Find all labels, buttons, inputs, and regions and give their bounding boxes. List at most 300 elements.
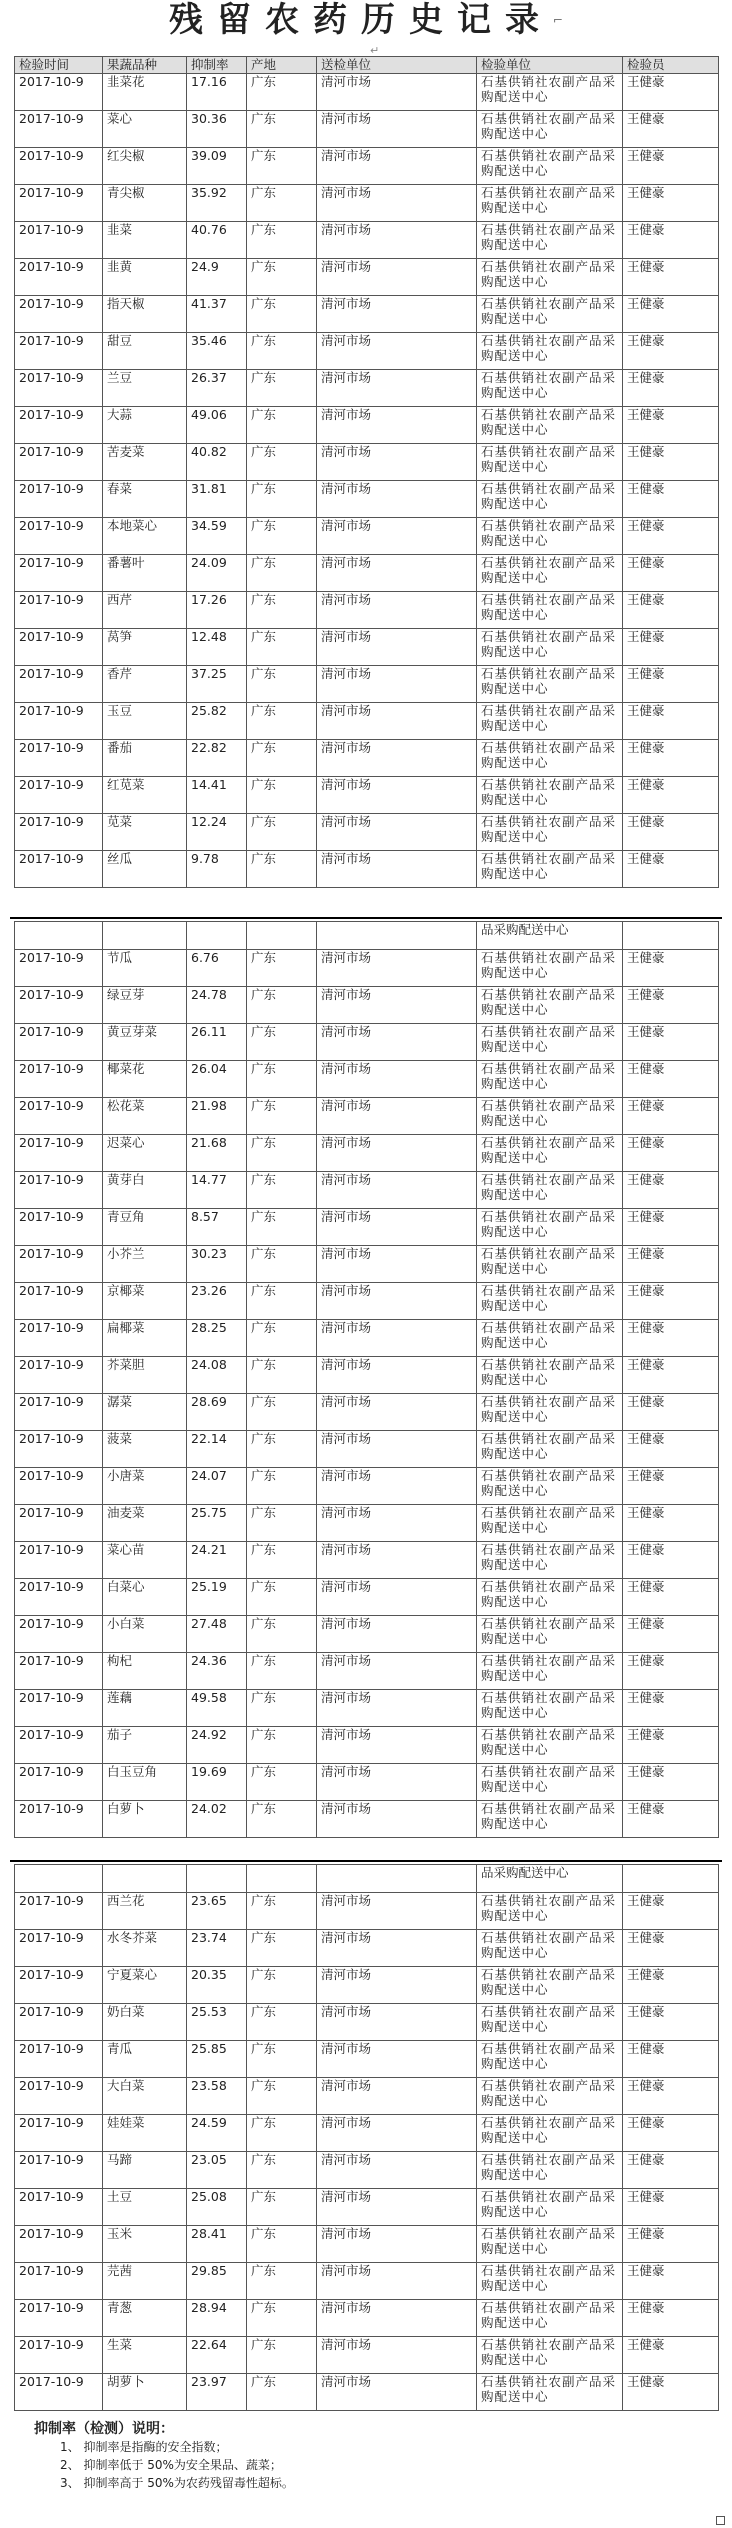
inspector-cell: 王健豪: [623, 2300, 719, 2337]
origin-cell: 广东: [247, 1061, 317, 1098]
header-lab: 检验单位: [477, 57, 623, 74]
date-cell: 2017-10-9: [15, 444, 103, 481]
produce-cell: 椰菜花: [103, 1061, 187, 1098]
inspector-cell: 王健豪: [623, 259, 719, 296]
date-cell: 2017-10-9: [15, 1024, 103, 1061]
inspector-cell: 王健豪: [623, 1764, 719, 1801]
produce-cell: 兰豆: [103, 370, 187, 407]
table-row: [15, 1505, 719, 1542]
produce-cell: 甜豆: [103, 333, 187, 370]
origin-cell: 广东: [247, 518, 317, 555]
sender-cell: 清河市场: [317, 1764, 477, 1801]
empty-cell: [317, 922, 477, 950]
table-row: [15, 1727, 719, 1764]
sender-cell: 清河市场: [317, 592, 477, 629]
rate-cell: 25.82: [187, 703, 247, 740]
sender-cell: 清河市场: [317, 2041, 477, 2078]
origin-cell: 广东: [247, 2374, 317, 2411]
note-item: 3、 抑制率高于 50%为农药残留毒性超标。: [60, 2476, 294, 2490]
origin-cell: 广东: [247, 2189, 317, 2226]
sender-cell: 清河市场: [317, 518, 477, 555]
sender-cell: 清河市场: [317, 2004, 477, 2041]
date-cell: 2017-10-9: [15, 950, 103, 987]
lab-cell: 石基供销社农副产品采购配送中心: [477, 2189, 623, 2226]
sender-cell: 清河市场: [317, 2226, 477, 2263]
table-row: [15, 1967, 719, 2004]
origin-cell: 广东: [247, 2041, 317, 2078]
inspector-cell: 王健豪: [623, 592, 719, 629]
sender-cell: 清河市场: [317, 1967, 477, 2004]
lab-cell: 石基供销社农副产品采购配送中心: [477, 1209, 623, 1246]
table-row: [15, 1357, 719, 1394]
rate-cell: 28.41: [187, 2226, 247, 2263]
rate-cell: 12.48: [187, 629, 247, 666]
sender-cell: 清河市场: [317, 74, 477, 111]
date-cell: 2017-10-9: [15, 1579, 103, 1616]
header-inspector: 检验员: [623, 57, 719, 74]
lab-cell: 石基供销社农副产品采购配送中心: [477, 1394, 623, 1431]
sender-cell: 清河市场: [317, 703, 477, 740]
rate-cell: 30.36: [187, 111, 247, 148]
table-section-1: [14, 56, 718, 888]
inspector-cell: 王健豪: [623, 370, 719, 407]
sender-cell: 清河市场: [317, 1653, 477, 1690]
page-break-line: [10, 1860, 722, 1862]
sender-cell: 清河市场: [317, 185, 477, 222]
rate-cell: 14.41: [187, 777, 247, 814]
sender-cell: 清河市场: [317, 222, 477, 259]
rate-cell: 23.26: [187, 1283, 247, 1320]
inspector-cell: 王健豪: [623, 1283, 719, 1320]
empty-cell: [187, 922, 247, 950]
origin-cell: 广东: [247, 555, 317, 592]
rate-cell: 24.36: [187, 1653, 247, 1690]
sender-cell: 清河市场: [317, 555, 477, 592]
produce-cell: 潺菜: [103, 1394, 187, 1431]
sender-cell: 清河市场: [317, 1246, 477, 1283]
table-row: [15, 296, 719, 333]
date-cell: 2017-10-9: [15, 1320, 103, 1357]
lab-cell: 石基供销社农副产品采购配送中心: [477, 1579, 623, 1616]
sender-cell: 清河市场: [317, 1727, 477, 1764]
sender-cell: 清河市场: [317, 666, 477, 703]
origin-cell: 广东: [247, 185, 317, 222]
table-row: [15, 481, 719, 518]
inspector-cell: 王健豪: [623, 1579, 719, 1616]
date-cell: 2017-10-9: [15, 1505, 103, 1542]
date-cell: 2017-10-9: [15, 987, 103, 1024]
rate-cell: 23.65: [187, 1893, 247, 1930]
table-row: [15, 148, 719, 185]
origin-cell: 广东: [247, 1357, 317, 1394]
produce-cell: 指天椒: [103, 296, 187, 333]
sender-cell: 清河市场: [317, 148, 477, 185]
produce-cell: 菜心: [103, 111, 187, 148]
rate-cell: 26.04: [187, 1061, 247, 1098]
inspector-cell: 王健豪: [623, 148, 719, 185]
inspector-cell: 王健豪: [623, 2004, 719, 2041]
rate-cell: 25.08: [187, 2189, 247, 2226]
rate-cell: 28.69: [187, 1394, 247, 1431]
table-row: [15, 2004, 719, 2041]
sender-cell: 清河市场: [317, 333, 477, 370]
inspector-cell: 王健豪: [623, 481, 719, 518]
inspector-cell: 王健豪: [623, 1727, 719, 1764]
rate-cell: 12.24: [187, 814, 247, 851]
produce-cell: 莴笋: [103, 629, 187, 666]
date-cell: 2017-10-9: [15, 1468, 103, 1505]
produce-cell: 青尖椒: [103, 185, 187, 222]
lab-cell: 石基供销社农副产品采购配送中心: [477, 1764, 623, 1801]
origin-cell: 广东: [247, 2300, 317, 2337]
date-cell: 2017-10-9: [15, 2226, 103, 2263]
date-cell: 2017-10-9: [15, 111, 103, 148]
sender-cell: 清河市场: [317, 296, 477, 333]
lab-continuation: 品采购配送中心: [477, 922, 623, 950]
origin-cell: 广东: [247, 1135, 317, 1172]
produce-cell: 松花菜: [103, 1098, 187, 1135]
produce-cell: 小唐菜: [103, 1468, 187, 1505]
origin-cell: 广东: [247, 2078, 317, 2115]
sender-cell: 清河市场: [317, 259, 477, 296]
table-row: [15, 2189, 719, 2226]
lab-cell: 石基供销社农副产品采购配送中心: [477, 1930, 623, 1967]
page-corner-mark: [716, 2516, 725, 2525]
inspector-cell: 王健豪: [623, 1468, 719, 1505]
date-cell: 2017-10-9: [15, 1246, 103, 1283]
produce-cell: 绿豆芽: [103, 987, 187, 1024]
date-cell: 2017-10-9: [15, 1098, 103, 1135]
lab-cell: 石基供销社农副产品采购配送中心: [477, 1468, 623, 1505]
lab-cell: 石基供销社农副产品采购配送中心: [477, 555, 623, 592]
date-cell: 2017-10-9: [15, 222, 103, 259]
produce-cell: 胡萝卜: [103, 2374, 187, 2411]
lab-cell: 石基供销社农副产品采购配送中心: [477, 814, 623, 851]
lab-cell: 石基供销社农副产品采购配送中心: [477, 1505, 623, 1542]
rate-cell: 17.26: [187, 592, 247, 629]
date-cell: 2017-10-9: [15, 481, 103, 518]
rate-cell: 24.92: [187, 1727, 247, 1764]
produce-cell: 韭黄: [103, 259, 187, 296]
inspector-cell: 王健豪: [623, 1024, 719, 1061]
origin-cell: 广东: [247, 666, 317, 703]
produce-cell: 水冬芥菜: [103, 1930, 187, 1967]
sender-cell: 清河市场: [317, 1135, 477, 1172]
lab-cell: 石基供销社农副产品采购配送中心: [477, 1967, 623, 2004]
inspector-cell: 王健豪: [623, 1098, 719, 1135]
empty-cell: [103, 922, 187, 950]
produce-cell: 番茄: [103, 740, 187, 777]
origin-cell: 广东: [247, 851, 317, 888]
rate-cell: 17.16: [187, 74, 247, 111]
lab-cell: 石基供销社农副产品采购配送中心: [477, 1690, 623, 1727]
origin-cell: 广东: [247, 1930, 317, 1967]
table-row: [15, 2337, 719, 2374]
table-row: [15, 185, 719, 222]
sender-cell: 清河市场: [317, 777, 477, 814]
lab-cell: 石基供销社农副产品采购配送中心: [477, 2078, 623, 2115]
rate-cell: 25.85: [187, 2041, 247, 2078]
rate-cell: 25.19: [187, 1579, 247, 1616]
table-row: [15, 1135, 719, 1172]
inspector-cell: 王健豪: [623, 2115, 719, 2152]
table-row: [15, 444, 719, 481]
table-row: [15, 2152, 719, 2189]
header-produce: 果蔬品种: [103, 57, 187, 74]
date-cell: 2017-10-9: [15, 1209, 103, 1246]
lab-cell: 石基供销社农副产品采购配送中心: [477, 1246, 623, 1283]
sender-cell: 清河市场: [317, 481, 477, 518]
inspector-cell: 王健豪: [623, 407, 719, 444]
produce-cell: 青豆角: [103, 1209, 187, 1246]
origin-cell: 广东: [247, 111, 317, 148]
sender-cell: 清河市场: [317, 2263, 477, 2300]
origin-cell: 广东: [247, 1967, 317, 2004]
inspector-cell: 王健豪: [623, 444, 719, 481]
table-row: [15, 1320, 719, 1357]
rate-cell: 23.58: [187, 2078, 247, 2115]
lab-cell: 石基供销社农副产品采购配送中心: [477, 222, 623, 259]
empty-cell: [623, 922, 719, 950]
inspector-cell: 王健豪: [623, 1431, 719, 1468]
origin-cell: 广东: [247, 1653, 317, 1690]
origin-cell: 广东: [247, 222, 317, 259]
table-row: [15, 1172, 719, 1209]
lab-cell: 石基供销社农副产品采购配送中心: [477, 2337, 623, 2374]
table-row: [15, 1616, 719, 1653]
produce-cell: 马蹄: [103, 2152, 187, 2189]
inspector-cell: 王健豪: [623, 740, 719, 777]
inspector-cell: 王健豪: [623, 1930, 719, 1967]
table-row: [15, 1690, 719, 1727]
origin-cell: 广东: [247, 444, 317, 481]
date-cell: 2017-10-9: [15, 407, 103, 444]
produce-cell: 宁夏菜心: [103, 1967, 187, 2004]
table-row: [15, 2226, 719, 2263]
inspector-cell: 王健豪: [623, 2041, 719, 2078]
origin-cell: 广东: [247, 1283, 317, 1320]
date-cell: 2017-10-9: [15, 1967, 103, 2004]
header-sender: 送检单位: [317, 57, 477, 74]
inspector-cell: 王健豪: [623, 703, 719, 740]
inspector-cell: 王健豪: [623, 1967, 719, 2004]
sender-cell: 清河市场: [317, 1209, 477, 1246]
inspector-cell: 王健豪: [623, 1542, 719, 1579]
table-row: [15, 2374, 719, 2411]
inspector-cell: 王健豪: [623, 1061, 719, 1098]
date-cell: 2017-10-9: [15, 1801, 103, 1838]
table-row: [15, 2078, 719, 2115]
origin-cell: 广东: [247, 2226, 317, 2263]
lab-cell: 石基供销社农副产品采购配送中心: [477, 2152, 623, 2189]
inspector-cell: 王健豪: [623, 851, 719, 888]
date-cell: 2017-10-9: [15, 1061, 103, 1098]
sender-cell: 清河市场: [317, 111, 477, 148]
header-rate: 抑制率: [187, 57, 247, 74]
origin-cell: 广东: [247, 1764, 317, 1801]
sender-cell: 清河市场: [317, 1394, 477, 1431]
inspector-cell: 王健豪: [623, 2263, 719, 2300]
rate-cell: 25.53: [187, 2004, 247, 2041]
table-row: [15, 333, 719, 370]
rate-cell: 19.69: [187, 1764, 247, 1801]
inspector-cell: 王健豪: [623, 987, 719, 1024]
page-title: 残留农药历史记录⌐: [168, 0, 564, 40]
sender-cell: 清河市场: [317, 1468, 477, 1505]
table-row: [15, 740, 719, 777]
rate-cell: 24.59: [187, 2115, 247, 2152]
origin-cell: 广东: [247, 259, 317, 296]
lab-cell: 石基供销社农副产品采购配送中心: [477, 1172, 623, 1209]
date-cell: 2017-10-9: [15, 2004, 103, 2041]
origin-cell: 广东: [247, 2152, 317, 2189]
inspector-cell: 王健豪: [623, 1893, 719, 1930]
table-row: [15, 666, 719, 703]
rate-cell: 24.78: [187, 987, 247, 1024]
origin-cell: 广东: [247, 1616, 317, 1653]
empty-cell: [15, 922, 103, 950]
date-cell: 2017-10-9: [15, 185, 103, 222]
date-cell: 2017-10-9: [15, 1727, 103, 1764]
date-cell: 2017-10-9: [15, 814, 103, 851]
origin-cell: 广东: [247, 333, 317, 370]
produce-cell: 芥菜胆: [103, 1357, 187, 1394]
produce-cell: 黄芽白: [103, 1172, 187, 1209]
table-row: [15, 1024, 719, 1061]
notes-heading: 抑制率（检测）说明：: [34, 2421, 174, 2437]
lab-cell: 石基供销社农副产品采购配送中心: [477, 111, 623, 148]
lab-cell: 石基供销社农副产品采购配送中心: [477, 2004, 623, 2041]
date-cell: 2017-10-9: [15, 740, 103, 777]
inspector-cell: 王健豪: [623, 2189, 719, 2226]
sender-cell: 清河市场: [317, 814, 477, 851]
rate-cell: 24.21: [187, 1542, 247, 1579]
produce-cell: 红苋菜: [103, 777, 187, 814]
table-row: [15, 74, 719, 111]
origin-cell: 广东: [247, 950, 317, 987]
table-row: [15, 555, 719, 592]
continuation-row: [15, 922, 719, 950]
origin-cell: 广东: [247, 148, 317, 185]
table-section-3: [14, 1864, 718, 2411]
sender-cell: 清河市场: [317, 1098, 477, 1135]
rate-cell: 27.48: [187, 1616, 247, 1653]
rate-cell: 22.14: [187, 1431, 247, 1468]
table-row: [15, 1431, 719, 1468]
table-row: [15, 2263, 719, 2300]
lab-cell: 石基供销社农副产品采购配送中心: [477, 1283, 623, 1320]
table-row: [15, 1283, 719, 1320]
table-row: [15, 222, 719, 259]
notes-block: [34, 2420, 294, 2492]
sender-cell: 清河市场: [317, 851, 477, 888]
lab-cell: 石基供销社农副产品采购配送中心: [477, 185, 623, 222]
rate-cell: 21.68: [187, 1135, 247, 1172]
produce-cell: 白玉豆角: [103, 1764, 187, 1801]
produce-cell: 油麦菜: [103, 1505, 187, 1542]
origin-cell: 广东: [247, 481, 317, 518]
produce-cell: 莲藕: [103, 1690, 187, 1727]
inspector-cell: 王健豪: [623, 814, 719, 851]
produce-cell: 黄豆芽菜: [103, 1024, 187, 1061]
produce-cell: 芫茜: [103, 2263, 187, 2300]
date-cell: 2017-10-9: [15, 1930, 103, 1967]
date-cell: 2017-10-9: [15, 1431, 103, 1468]
rate-cell: 22.64: [187, 2337, 247, 2374]
inspection-table: [14, 1864, 719, 2411]
rate-cell: 41.37: [187, 296, 247, 333]
lab-cell: 石基供销社农副产品采购配送中心: [477, 518, 623, 555]
lab-cell: 石基供销社农副产品采购配送中心: [477, 703, 623, 740]
table-row: [15, 592, 719, 629]
empty-cell: [103, 1865, 187, 1893]
date-cell: 2017-10-9: [15, 1172, 103, 1209]
date-cell: 2017-10-9: [15, 1764, 103, 1801]
note-item: 2、 抑制率低于 50%为安全果品、蔬菜；: [60, 2458, 282, 2472]
sender-cell: 清河市场: [317, 1024, 477, 1061]
lab-cell: 石基供销社农副产品采购配送中心: [477, 1024, 623, 1061]
inspector-cell: 王健豪: [623, 950, 719, 987]
date-cell: 2017-10-9: [15, 2152, 103, 2189]
origin-cell: 广东: [247, 2337, 317, 2374]
date-cell: 2017-10-9: [15, 333, 103, 370]
date-cell: 2017-10-9: [15, 1690, 103, 1727]
produce-cell: 丝瓜: [103, 851, 187, 888]
rate-cell: 28.25: [187, 1320, 247, 1357]
inspector-cell: 王健豪: [623, 777, 719, 814]
inspector-cell: 王健豪: [623, 2078, 719, 2115]
produce-cell: 春菜: [103, 481, 187, 518]
inspector-cell: 王健豪: [623, 1209, 719, 1246]
origin-cell: 广东: [247, 407, 317, 444]
rate-cell: 24.9: [187, 259, 247, 296]
sender-cell: 清河市场: [317, 987, 477, 1024]
lab-cell: 石基供销社农副产品采购配送中心: [477, 370, 623, 407]
lab-cell: 石基供销社农副产品采购配送中心: [477, 2041, 623, 2078]
produce-cell: 青瓜: [103, 2041, 187, 2078]
date-cell: 2017-10-9: [15, 370, 103, 407]
sender-cell: 清河市场: [317, 2300, 477, 2337]
header-date: 检验时间: [15, 57, 103, 74]
rate-cell: 9.78: [187, 851, 247, 888]
date-cell: 2017-10-9: [15, 2337, 103, 2374]
lab-cell: 石基供销社农副产品采购配送中心: [477, 296, 623, 333]
inspector-cell: 王健豪: [623, 1246, 719, 1283]
lab-cell: 石基供销社农副产品采购配送中心: [477, 1431, 623, 1468]
date-cell: 2017-10-9: [15, 592, 103, 629]
rate-cell: 37.25: [187, 666, 247, 703]
inspector-cell: 王健豪: [623, 555, 719, 592]
inspector-cell: 王健豪: [623, 296, 719, 333]
inspector-cell: 王健豪: [623, 518, 719, 555]
table-row: [15, 2115, 719, 2152]
rate-cell: 23.05: [187, 2152, 247, 2189]
date-cell: 2017-10-9: [15, 2078, 103, 2115]
date-cell: 2017-10-9: [15, 1394, 103, 1431]
table-row: [15, 1764, 719, 1801]
date-cell: 2017-10-9: [15, 777, 103, 814]
lab-cell: 石基供销社农副产品采购配送中心: [477, 2115, 623, 2152]
sender-cell: 清河市场: [317, 1505, 477, 1542]
produce-cell: 小白菜: [103, 1616, 187, 1653]
date-cell: 2017-10-9: [15, 666, 103, 703]
inspector-cell: 王健豪: [623, 333, 719, 370]
inspector-cell: 王健豪: [623, 222, 719, 259]
rate-cell: 6.76: [187, 950, 247, 987]
empty-cell: [15, 1865, 103, 1893]
note-item: 1、 抑制率是指酶的安全指数；: [60, 2440, 228, 2454]
date-cell: 2017-10-9: [15, 1357, 103, 1394]
